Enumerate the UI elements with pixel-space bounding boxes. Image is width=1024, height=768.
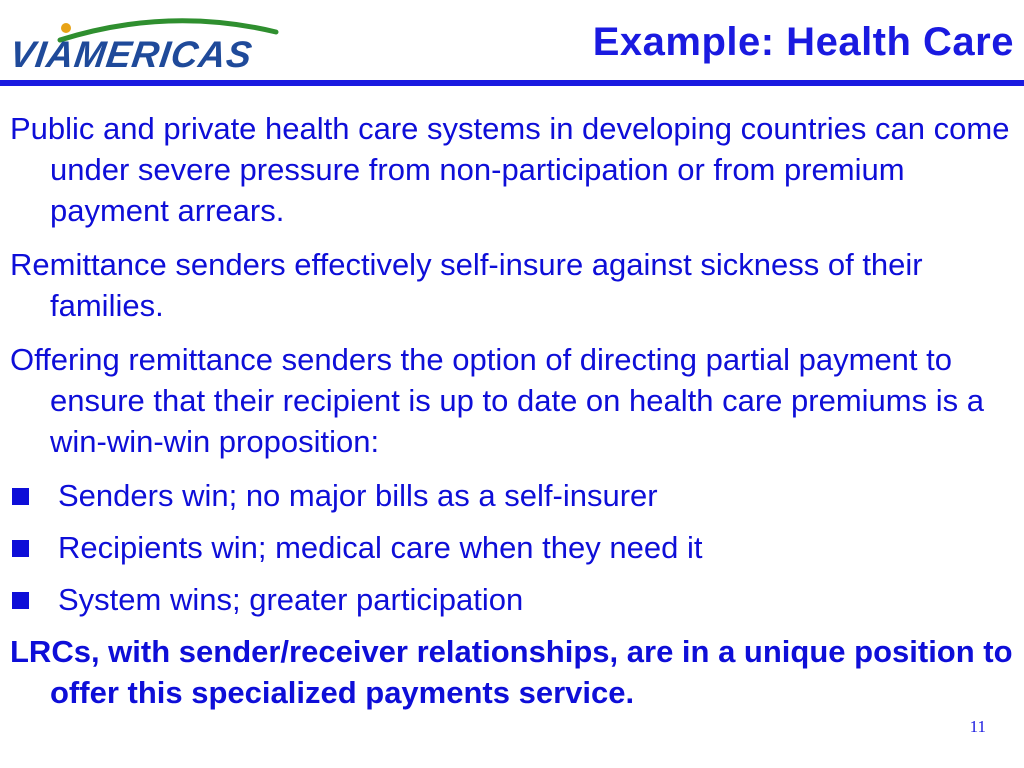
slide-body xyxy=(10,108,1020,726)
paragraph-lrcs: LRCs, with sender/receiver relationships, are in a unique position to offer this specialized payments service. xyxy=(10,634,1013,710)
bullet-senders xyxy=(10,475,1020,516)
square-bullet-icon xyxy=(12,592,29,609)
bullet-text: System wins; greater participation xyxy=(58,582,524,617)
paragraph-self-insure: Remittance senders effectively self-insure against sickness of their families. xyxy=(10,247,923,323)
bullet-system xyxy=(10,579,1020,620)
title-divider xyxy=(0,80,1024,86)
bullet-text: Senders win; no major bills as a self-insurer xyxy=(58,478,658,513)
page-number: 11 xyxy=(969,717,986,736)
viamericas-logo xyxy=(7,10,308,75)
logo-text: VIAMERICAS xyxy=(7,34,256,75)
page-title: Example: Health Care xyxy=(592,20,1014,64)
bullet-text: Recipients win; medical care when they need it xyxy=(58,530,703,565)
paragraph-health-systems: Public and private health care systems in developing countries can come under severe pressure from non-participation or from premium payment arrears. xyxy=(10,111,1010,228)
bullet-recipients xyxy=(10,527,1020,568)
square-bullet-icon xyxy=(12,488,29,505)
paragraph-offering: Offering remittance senders the option of directing partial payment to ensure that their recipient is up to date on health care premiums is a win-win-win proposition: xyxy=(10,342,984,459)
square-bullet-icon xyxy=(12,540,29,557)
